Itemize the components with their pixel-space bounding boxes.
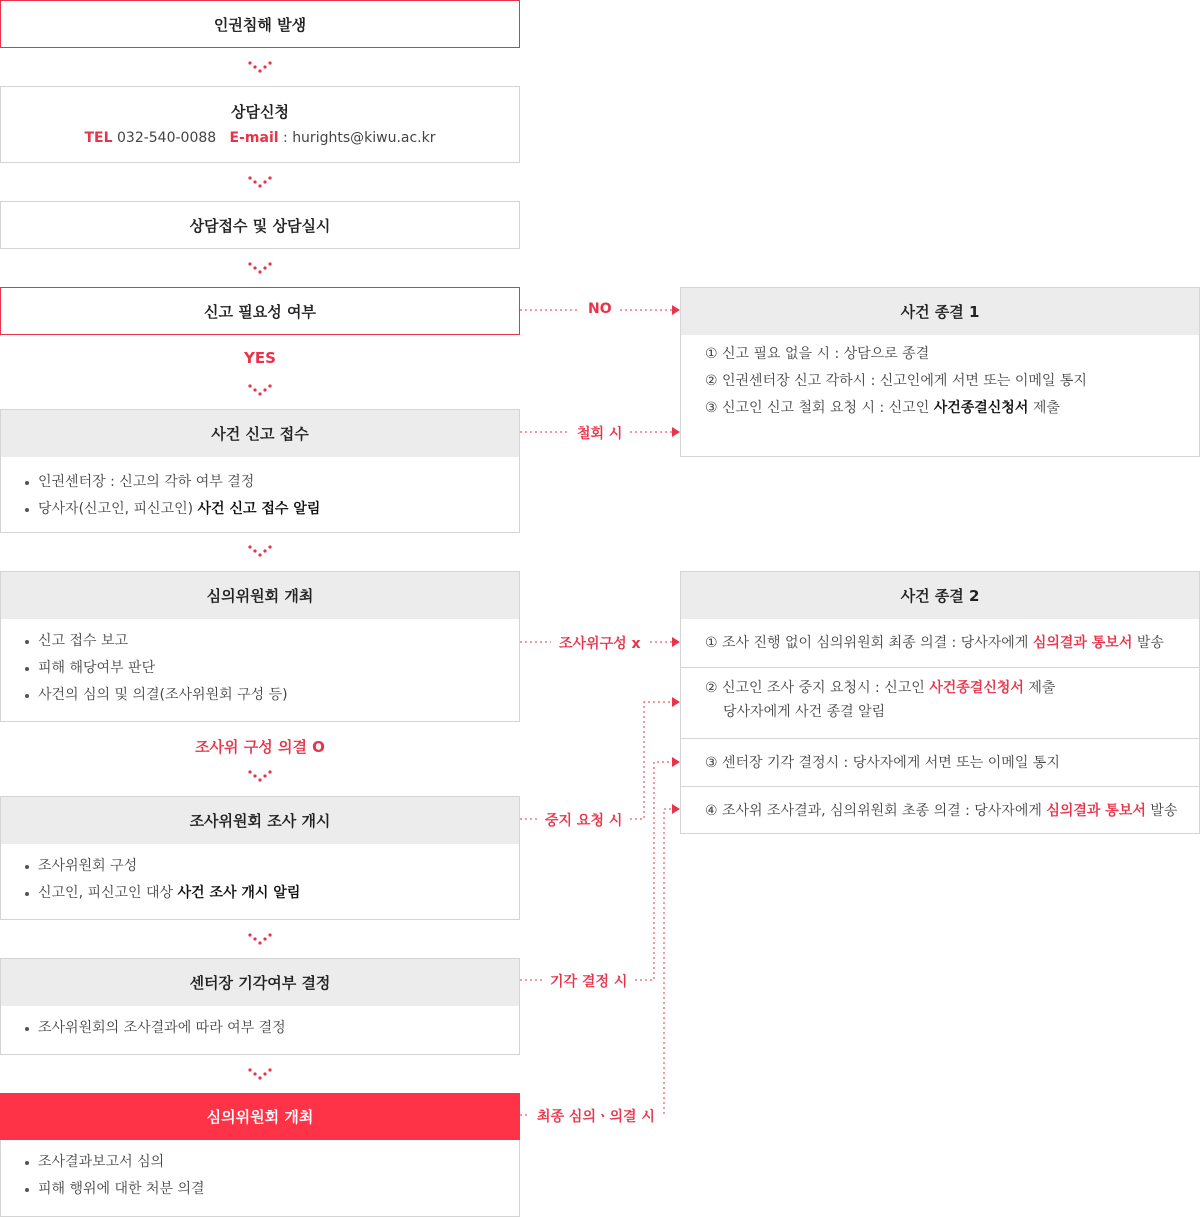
step-consultation-title: 상담신청: [231, 103, 289, 121]
case-closure-1: [680, 287, 1200, 457]
chevron-dot: [258, 778, 261, 781]
chevron-dot: [263, 937, 266, 940]
case-closure-1-title: 사건 종결 1: [681, 288, 1199, 335]
step-committee-title: 심의위원회 개최: [1, 572, 519, 619]
chevron-dot: [258, 392, 261, 395]
list-item: 조사결과보고서 심의: [23, 1149, 519, 1176]
list-item: 사건의 심의 및 의결(조사위원회 구성 등): [23, 682, 519, 709]
chevron-dot: [248, 1068, 251, 1071]
chevron-dot: [263, 65, 266, 68]
list-item: 신고인, 피신고인 대상 사건 조사 개시 알림: [23, 880, 519, 907]
step-case-report: [0, 409, 520, 533]
case-closure-2-title: 사건 종결 2: [681, 572, 1199, 619]
chevron-dot: [263, 774, 266, 777]
chevron-dot: [248, 262, 251, 265]
chevron-dot: [253, 388, 256, 391]
dismiss-label: 기각 결정 시: [542, 971, 635, 991]
step-dismissal-decision: [0, 958, 520, 1055]
step-report-necessity: [0, 287, 520, 335]
final-label: 최종 심의ㆍ의결 시: [529, 1106, 663, 1126]
chevron-dot: [253, 774, 256, 777]
step-consultation-request: [0, 86, 520, 163]
chevron-dot: [253, 549, 256, 552]
chevron-dot: [253, 937, 256, 940]
closure-2-row-3: ③ 센터장 기각 결정시 : 당사자에게 서면 또는 이메일 통지: [681, 738, 1199, 786]
chevron-dot: [263, 266, 266, 269]
step-final-committee: [0, 1093, 520, 1217]
chevron-dot: [268, 545, 271, 548]
no-committee-label: 조사위구성 x: [551, 633, 649, 653]
chevron-dot: [263, 388, 266, 391]
list-item: 신고 접수 보고: [23, 628, 519, 655]
chevron-dot: [263, 549, 266, 552]
chevron-dot: [248, 770, 251, 773]
dismiss-connector: [520, 762, 676, 980]
closure-2-row-1: ① 조사 진행 없이 심의위원회 최종 의결 : 당사자에게 심의결과 통보서 발송: [705, 635, 1164, 651]
tel-value: 032-540-0088: [117, 130, 217, 146]
final-connector: [520, 809, 676, 1115]
list-item: 조사위원회 구성: [23, 853, 519, 880]
chevron-dot: [258, 69, 261, 72]
step-dismissal-title: 센터장 기각여부 결정: [1, 959, 519, 1006]
chevron-dot: [268, 933, 271, 936]
chevron-dot: [268, 61, 271, 64]
chevron-dot: [268, 1068, 271, 1071]
closure-2-row-4: ④ 조사위 조사결과, 심의위원회 초종 의결 : 당사자에게 심의결과 통보서 발송: [681, 786, 1199, 834]
chevron-dot: [248, 176, 251, 179]
chevron-dot: [248, 384, 251, 387]
list-item: 당사자(신고인, 피신고인) 사건 신고 접수 알림: [23, 496, 519, 523]
step-incident-occurred: [0, 0, 520, 48]
chevron-dot: [253, 266, 256, 269]
list-item: 피해 해당여부 판단: [23, 655, 519, 682]
no-label: NO: [580, 301, 620, 317]
chevron-dot: [263, 180, 266, 183]
list-item: ② 인권센터장 신고 각하시 : 신고인에게 서면 또는 이메일 통지: [705, 373, 1087, 389]
step-committee-meeting: [0, 571, 520, 722]
chevron-dot: [248, 933, 251, 936]
step-case-report-title: 사건 신고 접수: [1, 410, 519, 457]
list-item: 조사위원회의 조사결과에 따라 여부 결정: [23, 1015, 519, 1042]
chevron-dot: [268, 176, 271, 179]
committee-formed-label: 조사위 구성 의결 O: [195, 738, 325, 756]
list-item: 피해 행위에 대한 처분 의결: [23, 1176, 519, 1203]
chevron-dot: [253, 1072, 256, 1075]
email-value: hurights@kiwu.ac.kr: [292, 130, 436, 146]
step-investigation-start: [0, 796, 520, 920]
yes-label: YES: [244, 349, 276, 367]
step-consultation-received: [0, 201, 520, 249]
email-sep: :: [283, 130, 288, 146]
chevron-dot: [248, 61, 251, 64]
chevron-dot: [258, 184, 261, 187]
chevron-dot: [258, 941, 261, 944]
chevron-dot: [268, 262, 271, 265]
step-investigation-title: 조사위원회 조사 개시: [1, 797, 519, 844]
chevron-dot: [253, 65, 256, 68]
list-item: ① 신고 필요 없을 시 : 상담으로 종결: [705, 346, 930, 362]
case-closure-2: [680, 571, 1200, 834]
closure-2-row-2: ② 신고인 조사 중지 요청시 : 신고인 사건종결신청서 제출 당사자에게 사건 종결 알림: [681, 667, 1199, 738]
list-item: ③ 신고인 신고 철회 요청 시 : 신고인 사건종결신청서 제출: [705, 400, 1060, 416]
stop-request-connector: [520, 702, 676, 819]
withdraw-label: 철회 시: [569, 423, 630, 443]
chevron-dot: [258, 1076, 261, 1079]
chevron-dot: [258, 270, 261, 273]
list-item: 인권센터장 : 신고의 각하 여부 결정: [23, 469, 519, 496]
chevron-dot: [268, 384, 271, 387]
chevron-dot: [258, 553, 261, 556]
tel-label: TEL: [84, 130, 113, 146]
step-report-necessity-label: 신고 필요성 여부: [204, 302, 316, 321]
contact-line: [1, 130, 519, 146]
email-label: E-mail: [229, 130, 279, 146]
chevron-dot: [253, 180, 256, 183]
step-final-committee-title: 심의위원회 개최: [1, 1093, 519, 1140]
chevron-dot: [268, 770, 271, 773]
step-consultation-received-label: 상담접수 및 상담실시: [189, 216, 331, 235]
chevron-dot: [248, 545, 251, 548]
chevron-dot: [263, 1072, 266, 1075]
stop-request-label: 중지 요청 시: [537, 810, 630, 830]
step-incident-label: 인권침해 발생: [213, 15, 307, 34]
